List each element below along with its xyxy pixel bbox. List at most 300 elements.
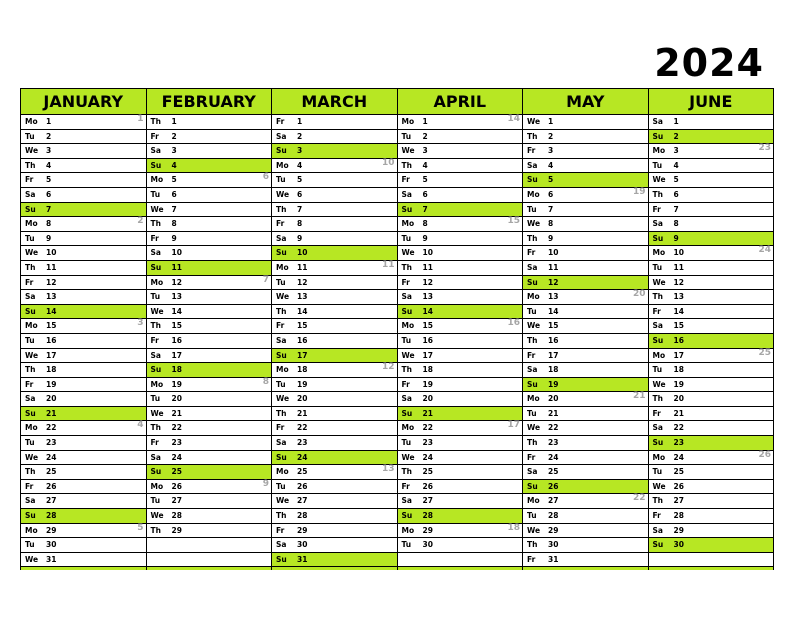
day-number: 15 bbox=[422, 321, 433, 331]
weekday-label: Su bbox=[276, 248, 287, 258]
weekday-label: Th bbox=[150, 321, 161, 331]
day-number: 1 bbox=[673, 117, 679, 126]
day-row bbox=[649, 319, 774, 334]
day-row bbox=[21, 553, 146, 568]
day-row bbox=[649, 203, 774, 218]
weekday-label: Tu bbox=[652, 467, 663, 477]
weekday-label: Th bbox=[401, 160, 412, 170]
weekday-label: Mo bbox=[401, 219, 415, 229]
day-number: 7 bbox=[46, 204, 52, 214]
day-row bbox=[147, 509, 272, 524]
day-row bbox=[272, 363, 397, 378]
day-number: 29 bbox=[673, 525, 684, 535]
weekday-label: Mo bbox=[652, 146, 666, 156]
weekday-label: Sa bbox=[150, 248, 161, 258]
weekday-label: Fr bbox=[25, 277, 34, 287]
day-number: 6 bbox=[46, 189, 52, 199]
day-row bbox=[272, 524, 397, 539]
month-column-february bbox=[147, 88, 273, 570]
day-number: 2 bbox=[548, 131, 554, 141]
day-row bbox=[398, 494, 523, 509]
day-row bbox=[398, 465, 523, 480]
day-row bbox=[398, 334, 523, 349]
day-row bbox=[523, 261, 648, 276]
day-row bbox=[147, 188, 272, 203]
weekday-label: Fr bbox=[276, 219, 285, 229]
day-number: 11 bbox=[673, 262, 684, 272]
day-number: 1 bbox=[548, 117, 554, 126]
weekday-label: Mo bbox=[401, 525, 415, 535]
day-number: 3 bbox=[422, 146, 428, 156]
weekday-label: Su bbox=[401, 408, 413, 418]
weekday-label: Sa bbox=[276, 438, 287, 448]
weekday-label: Su bbox=[652, 131, 664, 141]
day-number: 9 bbox=[46, 233, 52, 243]
weekday-label: Sa bbox=[25, 189, 36, 199]
month-footer-bar bbox=[523, 567, 648, 570]
week-number: 13 bbox=[381, 464, 395, 475]
weekday-label: Mo bbox=[527, 496, 540, 506]
day-row bbox=[272, 290, 397, 305]
day-row bbox=[649, 232, 774, 247]
weekday-label: Th bbox=[276, 204, 287, 214]
day-number: 20 bbox=[46, 394, 57, 404]
day-row bbox=[398, 451, 523, 466]
weekday-label: Th bbox=[25, 467, 36, 477]
day-row bbox=[147, 246, 272, 261]
weekday-label: Th bbox=[401, 365, 412, 375]
weekday-label: We bbox=[527, 117, 541, 126]
day-number: 4 bbox=[46, 160, 52, 170]
day-number: 29 bbox=[46, 525, 57, 535]
day-number: 14 bbox=[422, 306, 433, 316]
weekday-label: Tu bbox=[652, 262, 663, 272]
weekday-label: Fr bbox=[25, 481, 34, 491]
weekday-label: We bbox=[401, 452, 415, 462]
day-row bbox=[272, 465, 397, 480]
month-footer-bar bbox=[147, 567, 272, 570]
day-row bbox=[147, 217, 272, 232]
day-number: 28 bbox=[171, 511, 182, 521]
day-row bbox=[398, 524, 523, 539]
weekday-label: Mo bbox=[276, 467, 289, 477]
day-number: 14 bbox=[46, 306, 57, 316]
day-row bbox=[272, 261, 397, 276]
weekday-label: Th bbox=[527, 540, 538, 550]
day-row bbox=[21, 363, 146, 378]
day-number: 26 bbox=[171, 481, 182, 491]
day-number: 14 bbox=[297, 306, 308, 316]
weekday-label: Tu bbox=[150, 496, 161, 506]
weekday-label: Sa bbox=[276, 131, 287, 141]
weekday-label: Tu bbox=[150, 292, 161, 302]
day-row bbox=[21, 421, 146, 436]
day-number: 5 bbox=[548, 175, 554, 185]
day-number: 25 bbox=[171, 467, 182, 477]
day-row bbox=[523, 407, 648, 422]
week-number: 6 bbox=[262, 172, 269, 183]
weekday-label: Th bbox=[401, 467, 412, 477]
day-number: 11 bbox=[422, 262, 433, 272]
weekday-label: Mo bbox=[652, 350, 666, 360]
day-row bbox=[147, 290, 272, 305]
month-footer-bar bbox=[398, 567, 523, 570]
day-number: 25 bbox=[673, 467, 684, 477]
day-row bbox=[272, 553, 397, 568]
weekday-label: Sa bbox=[25, 292, 36, 302]
day-row bbox=[21, 465, 146, 480]
weekday-label: Mo bbox=[276, 365, 289, 375]
day-row bbox=[649, 509, 774, 524]
week-number: 1 bbox=[137, 114, 144, 124]
day-row bbox=[398, 159, 523, 174]
weekday-label: Mo bbox=[25, 219, 38, 229]
day-row bbox=[649, 159, 774, 174]
weekday-label: Fr bbox=[527, 452, 536, 462]
day-row bbox=[398, 436, 523, 451]
weekday-label: Th bbox=[401, 262, 412, 272]
weekday-label: Su bbox=[276, 350, 287, 360]
day-row bbox=[272, 173, 397, 188]
day-number: 15 bbox=[171, 321, 182, 331]
day-row bbox=[649, 349, 774, 364]
day-row bbox=[649, 144, 774, 159]
weekday-label: Sa bbox=[652, 219, 663, 229]
day-number: 16 bbox=[46, 335, 57, 345]
day-number: 21 bbox=[548, 408, 559, 418]
weekday-label: Fr bbox=[652, 408, 661, 418]
day-row bbox=[272, 378, 397, 393]
day-row bbox=[523, 276, 648, 291]
weekday-label: Sa bbox=[652, 423, 663, 433]
day-row bbox=[272, 451, 397, 466]
week-number: 2 bbox=[137, 216, 144, 227]
weekday-label: Tu bbox=[150, 394, 161, 404]
weekday-label: Su bbox=[652, 438, 664, 448]
day-row bbox=[147, 436, 272, 451]
day-number: 8 bbox=[673, 219, 679, 229]
week-number: 20 bbox=[632, 289, 646, 300]
day-number: 16 bbox=[548, 335, 559, 345]
weekday-label: Fr bbox=[150, 438, 159, 448]
day-row bbox=[147, 480, 272, 495]
day-number: 19 bbox=[171, 379, 182, 389]
weekday-label: Sa bbox=[276, 335, 287, 345]
day-row bbox=[147, 276, 272, 291]
month-name: APRIL bbox=[398, 88, 523, 115]
week-number: 22 bbox=[632, 493, 646, 504]
day-row bbox=[649, 305, 774, 320]
weekday-label: Th bbox=[25, 262, 36, 272]
day-row bbox=[272, 407, 397, 422]
weekday-label: We bbox=[652, 379, 666, 389]
weekday-label: Th bbox=[25, 160, 36, 170]
day-number: 31 bbox=[297, 554, 308, 564]
day-row bbox=[649, 392, 774, 407]
day-row bbox=[523, 130, 648, 145]
weekday-label: We bbox=[401, 248, 415, 258]
month-column-march bbox=[272, 88, 398, 570]
weekday-label: Sa bbox=[25, 496, 36, 506]
day-row bbox=[272, 203, 397, 218]
day-row bbox=[272, 305, 397, 320]
weekday-label: Th bbox=[652, 496, 663, 506]
day-row bbox=[21, 130, 146, 145]
day-row bbox=[272, 436, 397, 451]
day-row bbox=[523, 465, 648, 480]
day-row bbox=[398, 188, 523, 203]
day-number: 20 bbox=[673, 394, 684, 404]
day-number: 2 bbox=[171, 131, 177, 141]
weekday-label: We bbox=[150, 204, 164, 214]
weekday-label: Tu bbox=[527, 511, 537, 521]
day-row bbox=[398, 480, 523, 495]
weekday-label: We bbox=[25, 350, 39, 360]
day-number: 6 bbox=[673, 189, 679, 199]
day-number: 10 bbox=[297, 248, 308, 258]
week-number: 18 bbox=[507, 522, 520, 533]
day-number: 20 bbox=[548, 394, 559, 404]
day-number: 9 bbox=[422, 233, 428, 243]
day-number: 13 bbox=[673, 292, 684, 302]
weekday-label: Tu bbox=[25, 335, 35, 345]
weekday-label: Mo bbox=[527, 292, 540, 302]
weekday-label: We bbox=[150, 511, 164, 521]
weekday-label: Tu bbox=[276, 175, 286, 185]
day-row bbox=[649, 217, 774, 232]
day-row bbox=[21, 232, 146, 247]
day-number: 24 bbox=[297, 452, 308, 462]
day-number: 3 bbox=[171, 146, 177, 156]
week-number: 16 bbox=[507, 318, 520, 329]
day-row bbox=[398, 421, 523, 436]
weekday-label: Su bbox=[527, 481, 538, 491]
weekday-label: Sa bbox=[276, 233, 287, 243]
day-number: 13 bbox=[297, 292, 308, 302]
day-number: 8 bbox=[171, 219, 177, 229]
day-number: 14 bbox=[673, 306, 684, 316]
day-row bbox=[649, 421, 774, 436]
day-number: 7 bbox=[673, 204, 679, 214]
weekday-label: Th bbox=[527, 335, 538, 345]
day-number: 12 bbox=[673, 277, 684, 287]
day-number: 7 bbox=[548, 204, 554, 214]
day-row bbox=[147, 261, 272, 276]
day-row bbox=[272, 246, 397, 261]
day-number: 30 bbox=[422, 540, 433, 550]
day-row bbox=[147, 173, 272, 188]
day-number: 19 bbox=[297, 379, 308, 389]
weekday-label: Tu bbox=[276, 379, 286, 389]
day-row bbox=[398, 173, 523, 188]
empty-row bbox=[649, 553, 774, 568]
month-name: MARCH bbox=[272, 88, 397, 115]
month-footer-bar bbox=[21, 567, 146, 570]
weekday-label: Th bbox=[276, 511, 287, 521]
weekday-label: Tu bbox=[652, 365, 663, 375]
empty-row bbox=[398, 553, 523, 568]
weekday-label: Su bbox=[150, 160, 162, 170]
day-number: 11 bbox=[171, 262, 182, 272]
weekday-label: Fr bbox=[401, 277, 410, 287]
weekday-label: Mo bbox=[150, 481, 164, 491]
weekday-label: Sa bbox=[652, 117, 663, 126]
weekday-label: Fr bbox=[276, 117, 285, 126]
day-row bbox=[147, 421, 272, 436]
weekday-label: Mo bbox=[150, 277, 164, 287]
day-row bbox=[523, 246, 648, 261]
week-number: 12 bbox=[381, 362, 395, 373]
day-row bbox=[649, 115, 774, 130]
day-number: 29 bbox=[422, 525, 433, 535]
day-number: 4 bbox=[422, 160, 428, 170]
calendar-grid bbox=[20, 88, 774, 570]
weekday-label: Mo bbox=[401, 117, 415, 126]
day-row bbox=[398, 349, 523, 364]
month-footer-bar bbox=[649, 567, 774, 570]
weekday-label: Mo bbox=[25, 423, 38, 433]
weekday-label: Tu bbox=[527, 204, 537, 214]
day-number: 7 bbox=[422, 204, 428, 214]
day-row bbox=[272, 276, 397, 291]
day-row bbox=[147, 159, 272, 174]
day-row bbox=[523, 349, 648, 364]
day-number: 2 bbox=[297, 131, 303, 141]
day-number: 27 bbox=[171, 496, 182, 506]
day-row bbox=[649, 261, 774, 276]
day-row bbox=[147, 392, 272, 407]
day-number: 3 bbox=[297, 146, 303, 156]
day-row bbox=[21, 217, 146, 232]
day-number: 7 bbox=[171, 204, 177, 214]
day-row bbox=[398, 319, 523, 334]
weekday-label: We bbox=[276, 394, 290, 404]
day-row bbox=[272, 217, 397, 232]
day-row bbox=[398, 363, 523, 378]
day-number: 22 bbox=[46, 423, 57, 433]
weekday-label: Fr bbox=[150, 131, 159, 141]
weekday-label: Th bbox=[527, 131, 538, 141]
weekday-label: Mo bbox=[652, 452, 666, 462]
weekday-label: We bbox=[150, 306, 164, 316]
day-number: 30 bbox=[46, 540, 57, 550]
day-row bbox=[649, 480, 774, 495]
day-number: 18 bbox=[673, 365, 684, 375]
day-number: 19 bbox=[548, 379, 559, 389]
weekday-label: Mo bbox=[652, 248, 666, 258]
day-number: 14 bbox=[548, 306, 559, 316]
day-number: 30 bbox=[297, 540, 308, 550]
day-number: 24 bbox=[171, 452, 182, 462]
day-number: 9 bbox=[171, 233, 177, 243]
day-row bbox=[147, 305, 272, 320]
day-row bbox=[21, 407, 146, 422]
week-number: 15 bbox=[507, 216, 520, 227]
weekday-label: Th bbox=[150, 525, 161, 535]
day-number: 9 bbox=[673, 233, 679, 243]
day-number: 12 bbox=[297, 277, 308, 287]
weekday-label: Mo bbox=[25, 321, 38, 331]
day-row bbox=[272, 480, 397, 495]
day-number: 25 bbox=[297, 467, 308, 477]
day-row bbox=[21, 524, 146, 539]
day-row bbox=[21, 115, 146, 130]
day-number: 23 bbox=[171, 438, 182, 448]
weekday-label: Sa bbox=[25, 394, 36, 404]
day-number: 21 bbox=[422, 408, 433, 418]
weekday-label: Tu bbox=[401, 131, 412, 141]
day-number: 8 bbox=[548, 219, 554, 229]
day-row bbox=[649, 538, 774, 553]
day-number: 24 bbox=[422, 452, 433, 462]
day-row bbox=[398, 276, 523, 291]
empty-row bbox=[147, 538, 272, 553]
day-row bbox=[21, 451, 146, 466]
day-number: 20 bbox=[422, 394, 433, 404]
day-row bbox=[272, 392, 397, 407]
day-number: 18 bbox=[171, 365, 182, 375]
day-row bbox=[147, 363, 272, 378]
weekday-label: Su bbox=[25, 408, 36, 418]
weekday-label: Sa bbox=[527, 365, 538, 375]
day-number: 17 bbox=[548, 350, 559, 360]
day-number: 5 bbox=[673, 175, 679, 185]
weekday-label: Su bbox=[150, 467, 162, 477]
weekday-label: We bbox=[652, 481, 666, 491]
day-row bbox=[147, 407, 272, 422]
weekday-label: Su bbox=[25, 511, 36, 521]
day-number: 26 bbox=[422, 481, 433, 491]
weekday-label: Fr bbox=[276, 525, 285, 535]
day-row bbox=[398, 378, 523, 393]
weekday-label: Mo bbox=[150, 379, 164, 389]
weekday-label: Tu bbox=[652, 160, 663, 170]
day-number: 18 bbox=[46, 365, 57, 375]
day-row bbox=[272, 115, 397, 130]
day-row bbox=[272, 334, 397, 349]
day-number: 19 bbox=[673, 379, 684, 389]
weekday-label: Tu bbox=[276, 277, 286, 287]
day-number: 2 bbox=[673, 131, 679, 141]
weekday-label: Th bbox=[276, 408, 287, 418]
weekday-label: We bbox=[276, 189, 290, 199]
day-row bbox=[398, 392, 523, 407]
day-row bbox=[398, 217, 523, 232]
day-number: 6 bbox=[548, 189, 554, 199]
weekday-label: Mo bbox=[276, 160, 289, 170]
day-number: 13 bbox=[171, 292, 182, 302]
day-row bbox=[398, 305, 523, 320]
day-row bbox=[523, 378, 648, 393]
day-row bbox=[523, 436, 648, 451]
day-number: 5 bbox=[422, 175, 428, 185]
day-number: 3 bbox=[46, 146, 52, 156]
weekday-label: Tu bbox=[25, 233, 35, 243]
day-row bbox=[523, 290, 648, 305]
weekday-label: Su bbox=[527, 175, 538, 185]
month-column-january bbox=[21, 88, 147, 570]
day-row bbox=[523, 217, 648, 232]
month-column-april bbox=[398, 88, 524, 570]
day-row bbox=[649, 436, 774, 451]
weekday-label: We bbox=[652, 175, 666, 185]
day-row bbox=[398, 203, 523, 218]
day-number: 22 bbox=[548, 423, 559, 433]
week-number: 4 bbox=[137, 420, 144, 431]
weekday-label: Sa bbox=[527, 467, 538, 477]
weekday-label: Mo bbox=[25, 117, 38, 126]
day-number: 11 bbox=[297, 262, 308, 272]
